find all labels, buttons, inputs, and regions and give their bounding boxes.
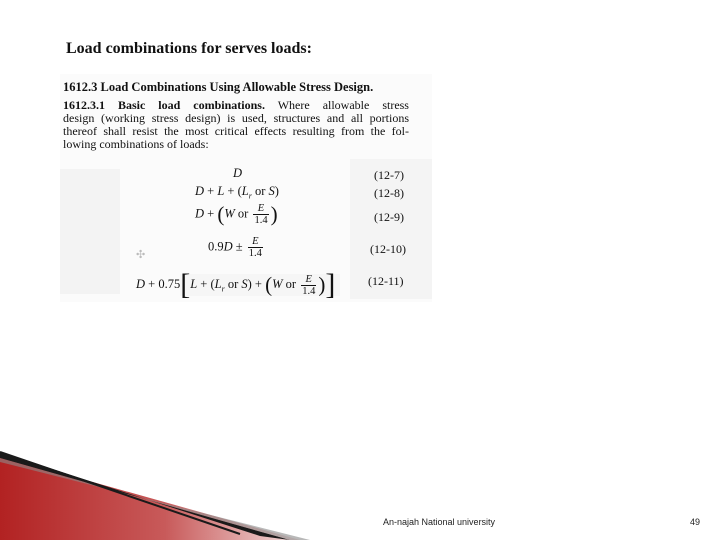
paragraph-line: design (working stress design) is used, structures and all portions xyxy=(63,111,409,125)
footer-decoration xyxy=(0,448,720,540)
equation-12-8: $D + L + (L_r$ or S) xyxy=(195,184,279,201)
paragraph-line: thereof shall resist the most critical effects resulting from the fol- xyxy=(63,124,409,138)
equation-number: (12-11) xyxy=(368,274,404,288)
footer-institution: An-najah National university xyxy=(383,517,496,527)
section-heading: 1612.3 Load Combinations Using Allowable Stress Design. xyxy=(63,80,374,94)
code-excerpt-image xyxy=(60,74,432,302)
equation-number: (12-10) xyxy=(370,242,406,256)
paragraph-line: lowing combinations of loads: xyxy=(63,137,209,151)
paragraph-lead: 1612.3.1 Basic load combinations. xyxy=(63,98,265,112)
equation-12-7: D xyxy=(233,166,243,180)
slide-title: Load combinations for serves loads: xyxy=(66,40,312,57)
equation-number: (12-8) xyxy=(374,186,404,200)
paragraph-line: Where allowable stress xyxy=(277,98,409,112)
move-cursor-icon: ✣ xyxy=(136,249,146,261)
equation-number: (12-7) xyxy=(374,168,404,182)
section-paragraph xyxy=(63,99,409,151)
equation-12-11: $D + 0.75[L + (L_r$ or S) + (W or $\frac{E}{1.4}$ )] xyxy=(136,268,336,301)
equation-12-10: 0.9D ± $\frac{E}{1.4}$ xyxy=(208,236,262,259)
page-number: 49 xyxy=(690,517,701,527)
equation-number: (12-9) xyxy=(374,210,404,224)
equation-12-9: D + (W or $\frac{E}{1.4}$ ) xyxy=(195,202,278,226)
